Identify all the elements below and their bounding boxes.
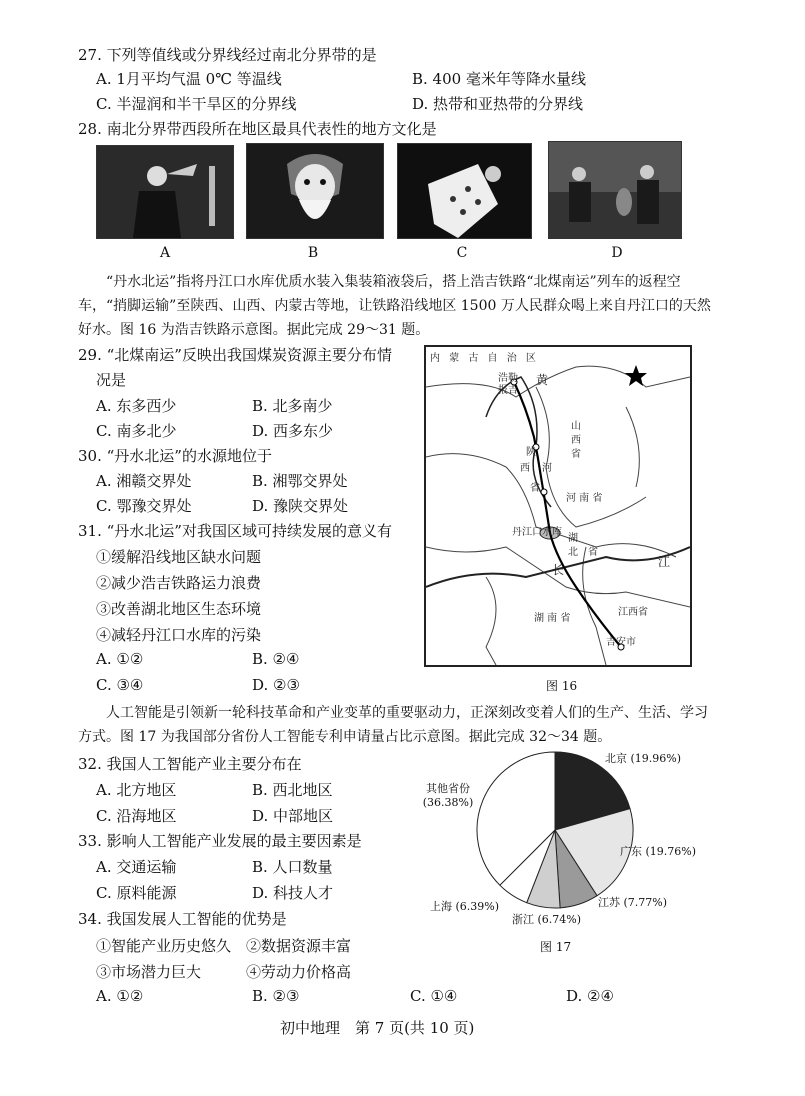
q29-stem-cont: 况是 <box>96 371 127 389</box>
q34-items-row-1: ①智能产业历史悠久 ②数据资源丰富 <box>96 937 352 955</box>
map-label-neimenggu: 内 蒙 古 自 治 区 <box>430 353 539 364</box>
q34-option-b: B. ②③ <box>252 987 300 1005</box>
q27-option-a: A. 1月平均气温 0℃ 等温线 <box>96 70 282 88</box>
q31-item-1: ①缓解沿线地区缺水问题 <box>96 548 262 566</box>
q31-option-b: B. ②④ <box>252 650 300 668</box>
q34-option-a: A. ①② <box>96 987 144 1005</box>
haoji-railway-map <box>424 345 692 667</box>
q34-option-c: C. ①④ <box>410 987 458 1005</box>
map-label-he: 河 <box>542 463 552 474</box>
page-footer: 初中地理 第 7 页(共 10 页) <box>280 1019 475 1037</box>
map-label-jiangxi: 江西省 <box>618 607 648 618</box>
q32-stem: 32. 我国人工智能产业主要分布在 <box>78 755 302 773</box>
figure-17-caption: 图 17 <box>540 940 572 954</box>
q27-option-c: C. 半湿润和半干旱区的分界线 <box>96 95 297 113</box>
intro-paragraph-32-34: 人工智能是引领新一轮科技革命和产业变革的重要驱动力，正深刻改变着人们的生产、生活、学习方式。图 17 为我国部分省份人工智能专利申请量占比示意图。据此完成 32～34 题。 <box>78 705 708 745</box>
q34-items-row-2: ③市场潜力巨大 ④劳动力价格高 <box>96 963 352 981</box>
map-label-huanghe: 黄 <box>536 373 549 387</box>
map-label-shaanxi-3: 省 <box>530 483 540 494</box>
photo-d-musicians <box>548 141 682 239</box>
q30-option-d: D. 豫陕交界处 <box>252 497 349 515</box>
pie-label-beijing: 北京 (19.96%) <box>605 752 682 765</box>
map-label-chang: 长 <box>552 563 565 577</box>
q31-stem: 31. “丹水北运”对我国区域可持续发展的意义有 <box>78 522 392 540</box>
q28-stem: 28. 南北分界带西段所在地区最具代表性的地方文化是 <box>78 120 437 138</box>
q31-option-d: D. ②③ <box>252 676 300 694</box>
map-label-hubei-1: 湖 <box>568 533 578 544</box>
q33-option-b: B. 人口数量 <box>252 858 333 876</box>
q27-stem: 27. 下列等值线或分界线经过南北分界带的是 <box>78 46 377 64</box>
pie-label-others-text: 其他省份 (36.38%) <box>422 782 474 809</box>
q31-item-2: ②减少浩吉铁路运力浪费 <box>96 574 262 592</box>
map-label-danjiangkou: 丹江口水库 <box>512 527 562 538</box>
map-label-shanxi-3: 省 <box>571 449 581 460</box>
map-label-haolebaoji: 浩勒 <box>498 373 518 384</box>
q34-stem: 34. 我国发展人工智能的优势是 <box>78 910 287 928</box>
q29-stem: 29. “北煤南运”反映出我国煤炭资源主要分布情 <box>78 346 392 364</box>
caption-c: C <box>456 245 468 261</box>
q29-option-b: B. 北多南少 <box>252 397 333 415</box>
map-label-shaanxi-2: 西 <box>520 463 530 474</box>
pie-label-zhejiang: 浙江 (6.74%) <box>512 913 582 926</box>
q30-option-a: A. 湘赣交界处 <box>96 472 192 490</box>
caption-d: D <box>611 245 623 261</box>
map-label-haolebaoji-2: 报吉 <box>498 385 518 396</box>
q33-option-c: C. 原料能源 <box>96 884 177 902</box>
q27-option-b: B. 400 毫米年等降水量线 <box>412 70 586 88</box>
q32-option-a: A. 北方地区 <box>96 781 177 799</box>
pie-label-shanghai: 上海 (6.39%) <box>430 900 500 913</box>
q33-option-a: A. 交通运输 <box>96 858 177 876</box>
map-label-hubei-3: 省 <box>588 547 598 558</box>
q33-option-d: D. 科技人才 <box>252 884 334 902</box>
q29-option-c: C. 南多北少 <box>96 422 177 440</box>
map-label-shaanxi-1: 陕 <box>526 447 536 458</box>
q32-option-b: B. 西北地区 <box>252 781 333 799</box>
pie-label-guangdong: 广东 (19.76%) <box>620 845 697 858</box>
caption-b: B <box>307 245 319 261</box>
caption-a: A <box>159 245 171 261</box>
q30-option-b: B. 湘鄂交界处 <box>252 472 348 490</box>
intro-paragraph-29-31: “丹水北运”指将丹江口水库优质水装入集装箱液袋后，搭上浩吉铁路“北煤南运”列车的返程空车，“捎脚运输”至陕西、山西、内蒙古等地，让铁路沿线地区 1500 万人民群众喝上来自丹江口的天然好水。图 16 为浩吉铁路示意图。据此完成 29～31 题。 <box>78 274 711 338</box>
photo-b-opera-mask <box>246 143 384 239</box>
photo-a-opera <box>96 145 234 239</box>
q29-option-a: A. 东多西少 <box>96 397 177 415</box>
q29-option-d: D. 西多东少 <box>252 422 334 440</box>
pie-label-jiangsu: 江苏 (7.77%) <box>598 896 668 909</box>
q32-option-c: C. 沿海地区 <box>96 807 177 825</box>
photo-c-dance <box>397 143 532 239</box>
q31-item-3: ③改善湖北地区生态环境 <box>96 600 262 618</box>
map-label-hunan: 湖 南 省 <box>534 613 571 624</box>
q32-option-d: D. 中部地区 <box>252 807 334 825</box>
q33-stem: 33. 影响人工智能产业发展的最主要因素是 <box>78 832 362 850</box>
q31-item-4: ④减轻丹江口水库的污染 <box>96 626 262 644</box>
map-label-jiang: 江 <box>658 555 671 569</box>
map-label-jian: 吉安市 <box>606 637 636 648</box>
map-label-hubei-2: 北 <box>568 547 578 558</box>
q30-option-c: C. 鄂豫交界处 <box>96 497 192 515</box>
q30-stem: 30. “丹水北运”的水源地位于 <box>78 447 272 465</box>
q34-option-d: D. ②④ <box>566 987 614 1005</box>
q31-option-a: A. ①② <box>96 650 144 668</box>
figure-16-caption: 图 16 <box>546 679 578 693</box>
map-label-shanxi-2: 西 <box>571 435 581 446</box>
q31-option-c: C. ③④ <box>96 676 144 694</box>
map-label-henan: 河 南 省 <box>566 493 603 504</box>
pie-label-others <box>418 780 478 809</box>
q27-option-d: D. 热带和亚热带的分界线 <box>412 95 584 113</box>
ai-patent-pie-chart <box>470 745 640 915</box>
map-label-shanxi-1: 山 <box>571 421 581 432</box>
